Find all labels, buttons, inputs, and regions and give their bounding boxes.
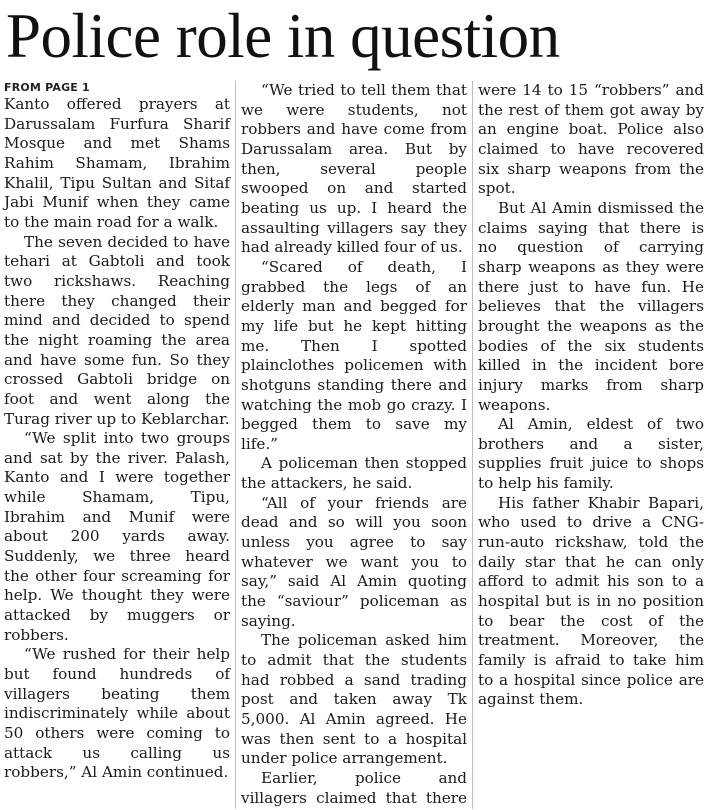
paragraph: Earlier, police and villagers claimed that there were 14 to 15 “robbers” and the rest of them got away by an engine boat. Police also claimed to have recovered six sharp weapons from the spot. [241, 81, 704, 807]
article-body [4, 81, 704, 809]
paragraph: The seven decided to have tehari at Gabtoli and took two rickshaws. Reaching there they changed their mind and decided to spend the night roaming the area and have some fun. So they crossed Gabtoli bridge on foot and went along the Turag river up to Keblarchar. [4, 232, 230, 428]
paragraph: Al Amin, eldest of two brothers and a sister, supplies fruit juice to shops to help his family. [478, 415, 704, 493]
paragraph: “We rushed for their help but found hundreds of villagers beating them indiscriminately while about 50 others were coming to attack us calling us robbers,” Al Amin continued. [4, 645, 230, 782]
paragraph: “Scared of death, I grabbed the legs of an elderly man and begged for my life but he kept hitting me. Then I spotted plainclothes policemen with shotguns standing there and watching the mob go crazy. I begged them to save my life.” [241, 257, 467, 453]
paragraph: “We tried to tell them that we were students, not robbers and have come from Darussalam area. But by then, several people swooped on and started beating us up. I heard the assaulting villagers say they had already killed four of us. [241, 81, 467, 257]
paragraph: The policeman asked him to admit that the students had robbed a sand trading post and taken away Tk 5,000. Al Amin agreed. He was then sent to a hospital under police arrangement. [241, 631, 467, 768]
paragraph: “We split into two groups and sat by the river. Palash, Kanto and I were together while Shamam, Tipu, Ibrahim and Munif were about 200 yards away. Suddenly, we three heard the other four screaming for help. We thought they were attacked by muggers or robbers. [4, 429, 230, 644]
headline: Police role in question [6, 1, 560, 71]
paragraph: A policeman then stopped the attackers, he said. [241, 454, 467, 493]
paragraph: “All of your friends are dead and so will you soon unless you agree to say whatever we want you to say,” said Al Amin quoting the “saviour” policeman as saying. [241, 493, 467, 630]
continuation-kicker: FROM PAGE 1 [4, 81, 90, 94]
paragraph: His father Khabir Bapari, who used to drive a CNG-run-auto rickshaw, told the daily star that he can only afford to admit his son to a hospital but is in no position to bear the cost of the treatment. Moreover, the family is afraid to take him to a hospital since police are against them. [478, 493, 704, 709]
paragraph: Kanto offered prayers at Darussalam Furfura Sharif Mosque and met Shams Rahim Shamam, Ibrahim Khalil, Tipu Sultan and Sitaf Jabi Munif when they came to the main road for a walk. [4, 95, 230, 231]
paragraph: But Al Amin dismissed the claims saying that there is no question of carrying sharp weapons as they were there just to have fun. He believes that the villagers brought the weapons as the bodies of the six students killed in the incident bore injury marks from sharp weapons. [478, 198, 704, 414]
